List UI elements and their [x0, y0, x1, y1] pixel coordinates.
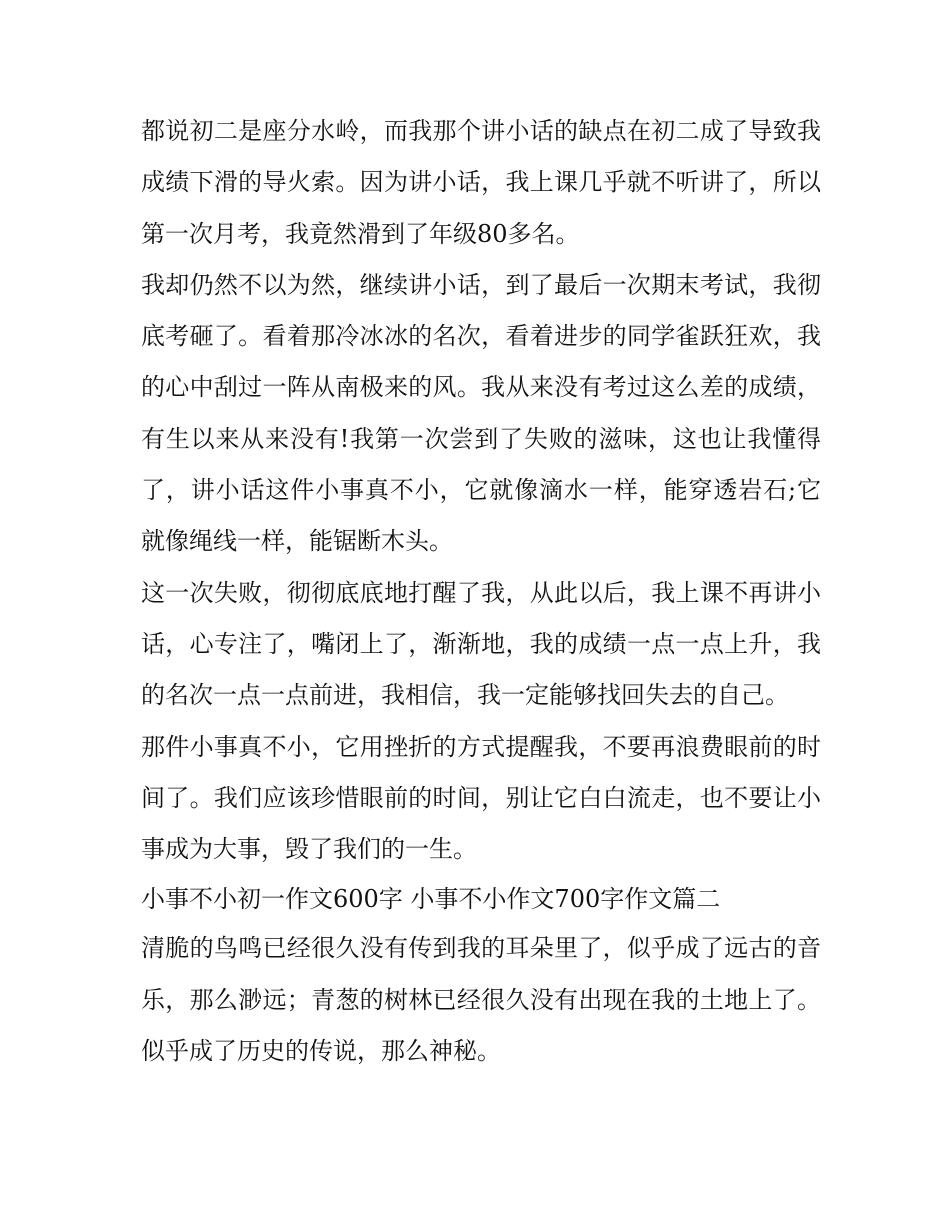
paragraph-4: 那件小事真不小，它用挫折的方式提醒我，不要再浪费眼前的时间了。我们应该珍惜眼前的时间，别让它白白流走，也不要让小事成为大事，毁了我们的一生。 [141, 732, 821, 864]
paragraph-2: 我却仍然不以为然，继续讲小话，到了最后一次期末考试，我彻底考砸了。看着那冷冰冰的名次，看着进步的同学雀跃狂欢，我的心中刮过一阵从南极来的风。我从来没有考过这么差的成绩，有生以来从来没有!我第一次尝到了失败的滋味，这也让我懂得了，讲小话这件小事真不小，它就像滴水一样，能穿透岩石;它就像绳线一样，能锯断木头。 [141, 270, 821, 556]
section-heading: 小事不小初一作文600字 小事不小作文700字作文篇二 [141, 885, 721, 914]
paragraph-1: 都说初二是座分水岭，而我那个讲小话的缺点在初二成了导致我成绩下滑的导火索。因为讲小话，我上课几乎就不听讲了，所以第一次月考，我竟然滑到了年级80多名。 [141, 117, 821, 248]
paragraph-3: 这一次失败，彻彻底底地打醒了我，从此以后，我上课不再讲小话，心专注了，嘴闭上了，渐渐地，我的成绩一点一点上升，我的名次一点一点前进，我相信，我一定能够找回失去的自己。 [141, 578, 821, 710]
document-body [141, 106, 821, 1077]
section-paragraph-1: 清脆的鸟鸣已经很久没有传到我的耳朵里了，似乎成了远古的音乐，那么渺远；青葱的树林已经很久没有出现在我的土地上了。似乎成了历史的传说，那么神秘。 [141, 934, 821, 1066]
